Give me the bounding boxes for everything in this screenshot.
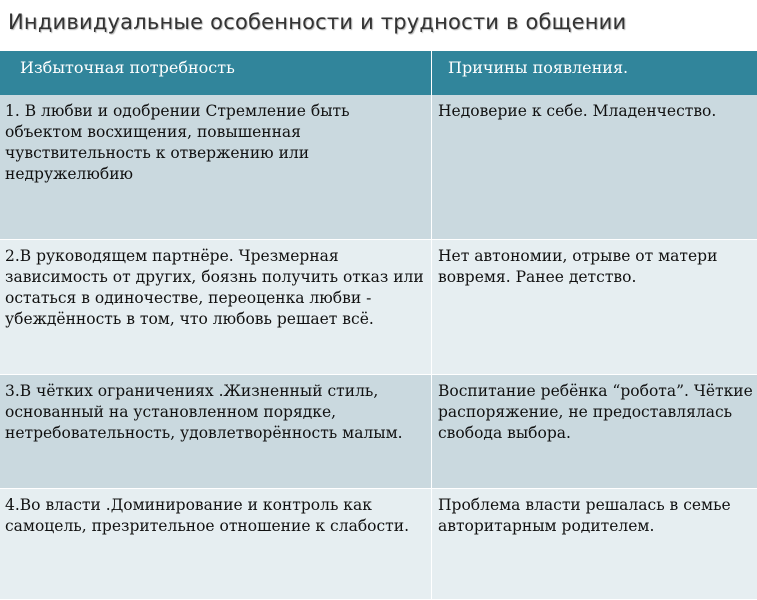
cause-cell: Нет автономии, отрыве от матери вовремя. Ранее детство. bbox=[432, 240, 757, 375]
need-cell: 2.В руководящем партнёре. Чрезмерная зависимость от других, боязнь получить отказ или остаться в одиночестве, переоценка любви - убеждённость в том, что любовь решает всё. bbox=[0, 240, 432, 375]
table-row bbox=[0, 489, 757, 600]
header-cause: Причины появления. bbox=[432, 51, 757, 95]
need-cell: 3.В чётких ограничениях .Жизненный стиль, основанный на установленном порядке, нетребовательность, удовлетворённость малым. bbox=[0, 375, 432, 489]
table-header-row bbox=[0, 51, 757, 95]
header-need: Избыточная потребность bbox=[0, 51, 432, 95]
cause-cell: Проблема власти решалась в семье авторитарным родителем. bbox=[432, 489, 757, 600]
table-row bbox=[0, 375, 757, 489]
need-cell: 4.Во власти .Доминирование и контроль как самоцель, презрительное отношение к слабости. bbox=[0, 489, 432, 600]
table-row bbox=[0, 95, 757, 240]
need-cell: 1. В любви и одобрении Стремление быть объектом восхищения, повышенная чувствительность к отвержению или недружелюбию bbox=[0, 95, 432, 240]
cause-cell: Воспитание ребёнка “робота”. Чёткие распоряжение, не предоставлялась свобода выбора. bbox=[432, 375, 757, 489]
page-title: Индивидуальные особенности и трудности в общении bbox=[8, 10, 626, 34]
table-row bbox=[0, 240, 757, 375]
needs-table bbox=[0, 51, 757, 600]
cause-cell: Недоверие к себе. Младенчество. bbox=[432, 95, 757, 240]
